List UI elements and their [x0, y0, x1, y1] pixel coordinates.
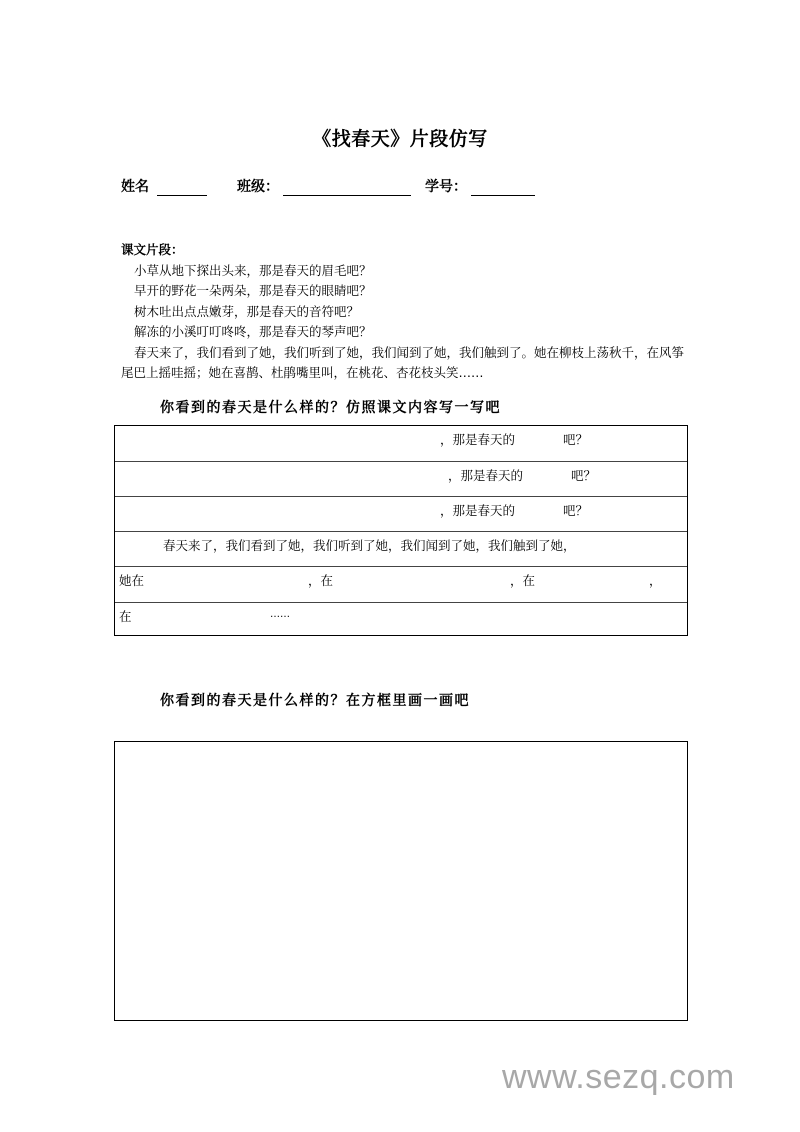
row-text: 吧？: [571, 468, 597, 483]
watermark: www.sezq.com: [502, 1058, 735, 1096]
row-text: 吧？: [563, 432, 589, 447]
excerpt-line: 解冻的小溪叮叮咚咚，那是春天的琴声吧？: [134, 324, 372, 339]
excerpt-line: 小草从地下探出头来，那是春天的眉毛吧？: [134, 262, 372, 278]
row-text: 她在: [119, 573, 145, 588]
drawing-box[interactable]: [114, 741, 688, 1021]
table-row[interactable]: [115, 497, 687, 532]
student-info-row: [121, 176, 535, 196]
row-text: ，那是春天的: [448, 468, 524, 483]
class-label: 班级：: [237, 179, 279, 195]
row-text: 在: [119, 609, 132, 624]
page-title: 《找春天》片段仿写: [312, 128, 488, 150]
name-field[interactable]: [157, 182, 207, 196]
name-label: 姓名: [121, 179, 149, 195]
row-text: ，: [649, 573, 662, 588]
table-row[interactable]: [115, 603, 687, 636]
table-row[interactable]: [115, 532, 687, 567]
section2-heading: 你看到的春天是什么样的？在方框里画一画吧: [160, 693, 470, 709]
text-excerpt: [121, 240, 691, 384]
excerpt-paragraph: 春天来了，我们看到了她，我们听到了她，我们闻到了她，我们触到了。她在柳枝上荡秋千，在风筝尾巴上摇哇摇；她在喜鹊、杜鹃嘴里叫，在桃花、杏花枝头笑……: [121, 344, 685, 380]
section1-heading: 你看到的春天是什么样的？仿照课文内容写一写吧: [160, 400, 501, 416]
number-label: 学号：: [425, 179, 467, 195]
row-text: ……: [270, 609, 290, 620]
table-row[interactable]: [115, 426, 687, 462]
excerpt-line: 早开的野花一朵两朵，那是春天的眼睛吧？: [134, 283, 372, 298]
excerpt-label: 课文片段：: [121, 242, 184, 257]
row-text: ，那是春天的: [440, 432, 516, 447]
row-text: 吧？: [563, 503, 589, 518]
table-row[interactable]: [115, 567, 687, 603]
row-text: ，在: [308, 573, 334, 588]
class-field[interactable]: [283, 182, 411, 196]
number-field[interactable]: [471, 182, 535, 196]
row-text: 春天来了，我们看到了她，我们听到了她，我们闻到了她，我们触到了她，: [163, 538, 576, 553]
excerpt-line: 树木吐出点点嫩芽，那是春天的音符吧？: [134, 303, 360, 319]
row-text: ，那是春天的: [440, 503, 516, 518]
row-text: ，在: [510, 573, 536, 588]
table-row[interactable]: [115, 462, 687, 497]
writing-table: [114, 425, 688, 636]
